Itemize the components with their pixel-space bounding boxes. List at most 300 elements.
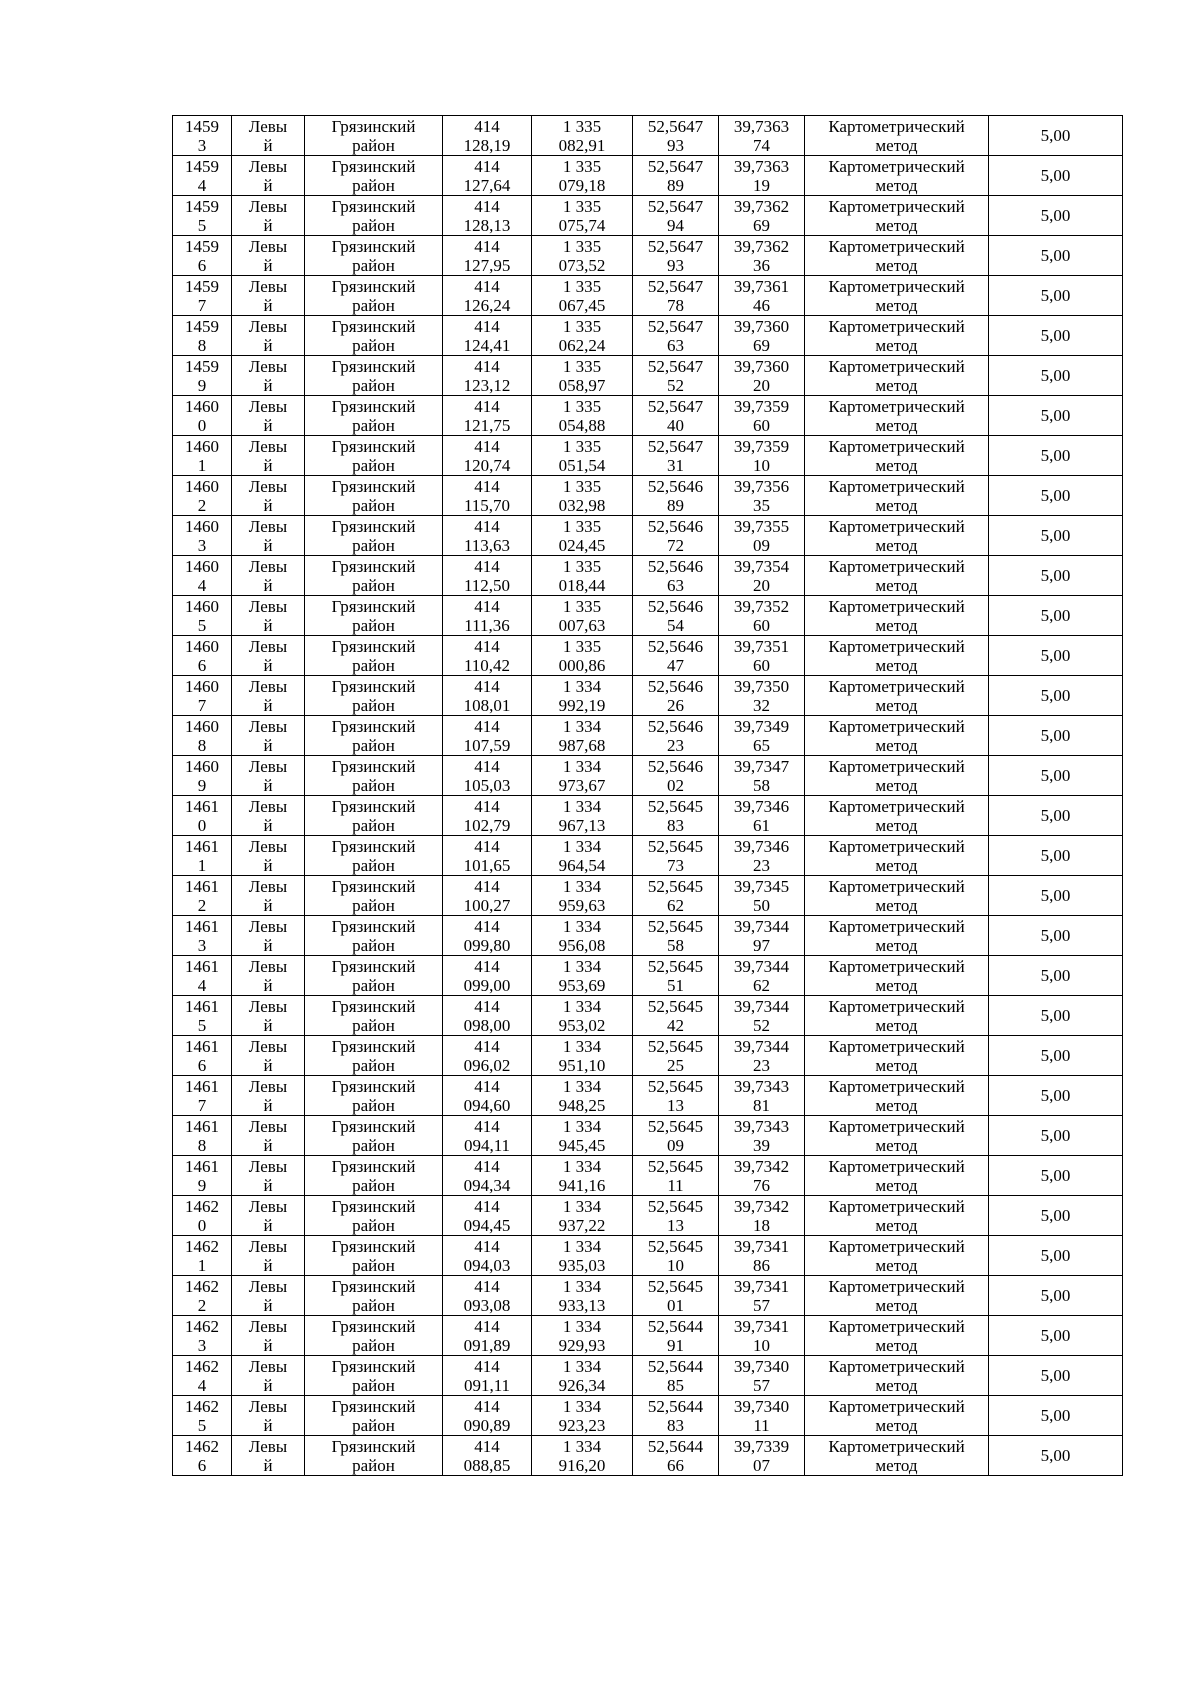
point-number-line: 5 bbox=[197, 1015, 207, 1035]
y-coordinate-cell bbox=[532, 1196, 633, 1236]
district-cell bbox=[305, 476, 443, 516]
x-coordinate-cell bbox=[443, 156, 532, 196]
longitude-cell bbox=[719, 1076, 805, 1116]
table-row bbox=[173, 556, 1123, 596]
method-cell bbox=[805, 996, 989, 1036]
side-cell bbox=[232, 436, 305, 476]
side-line: й bbox=[263, 1335, 273, 1355]
side-line: й bbox=[263, 855, 273, 875]
longitude-line: 39,7362 bbox=[733, 236, 790, 256]
latitude-line: 52,5645 bbox=[647, 996, 704, 1016]
accuracy-cell: 5,00 bbox=[989, 596, 1123, 636]
district-line: район bbox=[352, 255, 395, 275]
district-cell bbox=[305, 1116, 443, 1156]
side-cell bbox=[232, 396, 305, 436]
y-coordinate-cell bbox=[532, 716, 633, 756]
method-cell bbox=[805, 676, 989, 716]
district-cell bbox=[305, 1196, 443, 1236]
y-coordinate-line: 937,22 bbox=[558, 1215, 606, 1235]
x-coordinate-cell bbox=[443, 1396, 532, 1436]
point-number-cell bbox=[173, 636, 232, 676]
method-line: метод bbox=[875, 735, 918, 755]
point-number-cell bbox=[173, 236, 232, 276]
table-row bbox=[173, 1316, 1123, 1356]
point-number-line: 0 bbox=[197, 1215, 207, 1235]
longitude-line: 62 bbox=[753, 975, 770, 995]
x-coordinate-line: 414 bbox=[474, 1076, 500, 1096]
method-line: Картометрический bbox=[828, 1356, 965, 1376]
latitude-cell bbox=[633, 316, 719, 356]
district-line: Грязинский bbox=[331, 1076, 416, 1096]
side-line: й bbox=[263, 975, 273, 995]
point-number-line: 1460 bbox=[185, 556, 219, 576]
y-coordinate-line: 1 335 bbox=[562, 436, 602, 456]
x-coordinate-cell bbox=[443, 1036, 532, 1076]
district-line: район bbox=[352, 575, 395, 595]
point-number-cell bbox=[173, 1396, 232, 1436]
method-cell bbox=[805, 956, 989, 996]
longitude-cell bbox=[719, 516, 805, 556]
latitude-line: 52,5647 bbox=[647, 436, 704, 456]
longitude-cell bbox=[719, 436, 805, 476]
district-line: район bbox=[352, 1175, 395, 1195]
side-line: й bbox=[263, 215, 273, 235]
district-line: Грязинский bbox=[331, 916, 416, 936]
x-coordinate-line: 112,50 bbox=[463, 575, 511, 595]
y-coordinate-cell bbox=[532, 1276, 633, 1316]
latitude-line: 52,5645 bbox=[647, 956, 704, 976]
y-coordinate-cell bbox=[532, 556, 633, 596]
district-cell bbox=[305, 236, 443, 276]
table-row bbox=[173, 716, 1123, 756]
district-line: Грязинский bbox=[331, 1436, 416, 1456]
longitude-line: 39,7362 bbox=[733, 196, 790, 216]
point-number-line: 7 bbox=[197, 695, 207, 715]
point-number-cell bbox=[173, 996, 232, 1036]
x-coordinate-line: 414 bbox=[474, 116, 500, 136]
x-coordinate-line: 414 bbox=[474, 236, 500, 256]
x-coordinate-cell bbox=[443, 396, 532, 436]
method-cell bbox=[805, 836, 989, 876]
district-line: район bbox=[352, 815, 395, 835]
side-line: Левы bbox=[248, 556, 288, 576]
y-coordinate-line: 1 334 bbox=[562, 956, 602, 976]
point-number-cell bbox=[173, 396, 232, 436]
x-coordinate-cell bbox=[443, 1116, 532, 1156]
method-line: метод bbox=[875, 215, 918, 235]
district-line: Грязинский bbox=[331, 956, 416, 976]
latitude-line: 52,5646 bbox=[647, 516, 704, 536]
x-coordinate-line: 107,59 bbox=[463, 735, 511, 755]
point-number-line: 1461 bbox=[185, 1116, 219, 1136]
x-coordinate-line: 120,74 bbox=[463, 455, 511, 475]
method-line: метод bbox=[875, 575, 918, 595]
method-line: метод bbox=[875, 1375, 918, 1395]
x-coordinate-cell bbox=[443, 116, 532, 156]
y-coordinate-line: 1 334 bbox=[562, 1036, 602, 1056]
side-cell bbox=[232, 236, 305, 276]
table-row bbox=[173, 436, 1123, 476]
latitude-line: 52,5644 bbox=[647, 1316, 704, 1336]
y-coordinate-line: 1 335 bbox=[562, 156, 602, 176]
table-row bbox=[173, 1236, 1123, 1276]
y-coordinate-line: 1 335 bbox=[562, 116, 602, 136]
longitude-line: 39,7341 bbox=[733, 1236, 790, 1256]
point-number-cell bbox=[173, 1356, 232, 1396]
side-line: й bbox=[263, 735, 273, 755]
side-line: й bbox=[263, 1455, 273, 1475]
point-number-cell bbox=[173, 836, 232, 876]
x-coordinate-cell bbox=[443, 236, 532, 276]
method-line: Картометрический bbox=[828, 516, 965, 536]
y-coordinate-cell bbox=[532, 1116, 633, 1156]
method-line: метод bbox=[875, 375, 918, 395]
longitude-line: 58 bbox=[753, 775, 770, 795]
method-line: метод bbox=[875, 895, 918, 915]
y-coordinate-line: 1 335 bbox=[562, 396, 602, 416]
side-line: Левы bbox=[248, 196, 288, 216]
point-number-line: 1460 bbox=[185, 596, 219, 616]
y-coordinate-line: 1 334 bbox=[562, 1436, 602, 1456]
latitude-line: 13 bbox=[667, 1095, 684, 1115]
x-coordinate-cell bbox=[443, 1156, 532, 1196]
y-coordinate-cell bbox=[532, 1316, 633, 1356]
latitude-line: 26 bbox=[667, 695, 684, 715]
latitude-line: 83 bbox=[667, 815, 684, 835]
latitude-line: 40 bbox=[667, 415, 684, 435]
longitude-cell bbox=[719, 556, 805, 596]
y-coordinate-line: 1 334 bbox=[562, 756, 602, 776]
longitude-line: 52 bbox=[753, 1015, 770, 1035]
latitude-line: 83 bbox=[667, 1415, 684, 1435]
method-line: Картометрический bbox=[828, 156, 965, 176]
district-line: район bbox=[352, 1255, 395, 1275]
method-cell bbox=[805, 1436, 989, 1476]
district-line: Грязинский bbox=[331, 196, 416, 216]
x-coordinate-line: 414 bbox=[474, 516, 500, 536]
side-line: Левы bbox=[248, 676, 288, 696]
district-cell bbox=[305, 916, 443, 956]
point-number-line: 6 bbox=[197, 255, 207, 275]
y-coordinate-line: 018,44 bbox=[558, 575, 606, 595]
y-coordinate-line: 992,19 bbox=[558, 695, 606, 715]
point-number-cell bbox=[173, 876, 232, 916]
x-coordinate-line: 414 bbox=[474, 1236, 500, 1256]
side-cell bbox=[232, 796, 305, 836]
district-line: район bbox=[352, 295, 395, 315]
x-coordinate-cell bbox=[443, 796, 532, 836]
table-row bbox=[173, 476, 1123, 516]
table-row bbox=[173, 996, 1123, 1036]
point-number-line: 1460 bbox=[185, 716, 219, 736]
point-number-cell bbox=[173, 596, 232, 636]
district-line: район bbox=[352, 335, 395, 355]
district-line: район bbox=[352, 1135, 395, 1155]
accuracy-cell: 5,00 bbox=[989, 1316, 1123, 1356]
y-coordinate-cell bbox=[532, 1356, 633, 1396]
district-line: Грязинский bbox=[331, 636, 416, 656]
y-coordinate-cell bbox=[532, 1036, 633, 1076]
longitude-line: 39,7361 bbox=[733, 276, 790, 296]
point-number-cell bbox=[173, 1156, 232, 1196]
district-line: Грязинский bbox=[331, 1156, 416, 1176]
x-coordinate-line: 414 bbox=[474, 1396, 500, 1416]
longitude-cell bbox=[719, 276, 805, 316]
side-cell bbox=[232, 1196, 305, 1236]
side-cell bbox=[232, 1436, 305, 1476]
side-line: Левы bbox=[248, 756, 288, 776]
method-line: метод bbox=[875, 655, 918, 675]
latitude-line: 52,5646 bbox=[647, 716, 704, 736]
accuracy-cell: 5,00 bbox=[989, 556, 1123, 596]
accuracy-cell: 5,00 bbox=[989, 716, 1123, 756]
side-line: Левы bbox=[248, 236, 288, 256]
longitude-line: 39,7344 bbox=[733, 916, 790, 936]
accuracy-cell: 5,00 bbox=[989, 1396, 1123, 1436]
x-coordinate-line: 414 bbox=[474, 676, 500, 696]
district-line: Грязинский bbox=[331, 1236, 416, 1256]
side-line: й bbox=[263, 415, 273, 435]
point-number-line: 4 bbox=[197, 1375, 207, 1395]
district-cell bbox=[305, 1436, 443, 1476]
latitude-line: 52,5644 bbox=[647, 1356, 704, 1376]
latitude-line: 54 bbox=[667, 615, 684, 635]
side-cell bbox=[232, 1316, 305, 1356]
latitude-line: 52,5645 bbox=[647, 1076, 704, 1096]
x-coordinate-line: 108,01 bbox=[463, 695, 511, 715]
y-coordinate-line: 1 334 bbox=[562, 796, 602, 816]
y-coordinate-line: 964,54 bbox=[558, 855, 606, 875]
side-line: й bbox=[263, 575, 273, 595]
method-line: метод bbox=[875, 175, 918, 195]
side-line: Левы bbox=[248, 516, 288, 536]
point-number-line: 1461 bbox=[185, 916, 219, 936]
method-line: Картометрический bbox=[828, 1276, 965, 1296]
latitude-cell bbox=[633, 356, 719, 396]
table-row bbox=[173, 236, 1123, 276]
latitude-line: 63 bbox=[667, 335, 684, 355]
point-number-line: 5 bbox=[197, 1415, 207, 1435]
latitude-line: 10 bbox=[667, 1255, 684, 1275]
district-line: район bbox=[352, 855, 395, 875]
x-coordinate-line: 414 bbox=[474, 876, 500, 896]
latitude-line: 52,5647 bbox=[647, 236, 704, 256]
latitude-cell bbox=[633, 1076, 719, 1116]
side-cell bbox=[232, 116, 305, 156]
accuracy-cell: 5,00 bbox=[989, 1276, 1123, 1316]
y-coordinate-line: 024,45 bbox=[558, 535, 606, 555]
latitude-cell bbox=[633, 116, 719, 156]
longitude-line: 18 bbox=[753, 1215, 770, 1235]
method-line: Картометрический bbox=[828, 716, 965, 736]
longitude-cell bbox=[719, 996, 805, 1036]
longitude-line: 39,7363 bbox=[733, 116, 790, 136]
y-coordinate-cell bbox=[532, 596, 633, 636]
longitude-line: 39,7341 bbox=[733, 1316, 790, 1336]
method-cell bbox=[805, 476, 989, 516]
table-row bbox=[173, 1076, 1123, 1116]
side-cell bbox=[232, 1156, 305, 1196]
x-coordinate-line: 414 bbox=[474, 796, 500, 816]
longitude-line: 39,7339 bbox=[733, 1436, 790, 1456]
district-line: Грязинский bbox=[331, 436, 416, 456]
accuracy-cell: 5,00 bbox=[989, 196, 1123, 236]
method-cell bbox=[805, 596, 989, 636]
latitude-line: 52,5645 bbox=[647, 1236, 704, 1256]
point-number-line: 1459 bbox=[185, 196, 219, 216]
district-line: район bbox=[352, 1055, 395, 1075]
longitude-line: 39,7346 bbox=[733, 796, 790, 816]
method-line: Картометрический bbox=[828, 1156, 965, 1176]
side-cell bbox=[232, 196, 305, 236]
x-coordinate-cell bbox=[443, 756, 532, 796]
side-line: Левы bbox=[248, 1276, 288, 1296]
accuracy-cell: 5,00 bbox=[989, 156, 1123, 196]
y-coordinate-cell bbox=[532, 996, 633, 1036]
longitude-line: 39,7355 bbox=[733, 516, 790, 536]
x-coordinate-line: 094,34 bbox=[463, 1175, 511, 1195]
x-coordinate-line: 414 bbox=[474, 556, 500, 576]
longitude-cell bbox=[719, 596, 805, 636]
y-coordinate-line: 1 334 bbox=[562, 1196, 602, 1216]
y-coordinate-cell bbox=[532, 316, 633, 356]
table-row bbox=[173, 916, 1123, 956]
district-cell bbox=[305, 1396, 443, 1436]
accuracy-cell: 5,00 bbox=[989, 1036, 1123, 1076]
latitude-line: 52,5645 bbox=[647, 916, 704, 936]
coordinates-table-body bbox=[173, 116, 1123, 1476]
longitude-line: 76 bbox=[753, 1175, 770, 1195]
point-number-cell bbox=[173, 1196, 232, 1236]
method-cell bbox=[805, 116, 989, 156]
x-coordinate-line: 414 bbox=[474, 1436, 500, 1456]
x-coordinate-cell bbox=[443, 836, 532, 876]
longitude-cell bbox=[719, 236, 805, 276]
y-coordinate-cell bbox=[532, 196, 633, 236]
point-number-line: 1462 bbox=[185, 1196, 219, 1216]
district-line: Грязинский bbox=[331, 356, 416, 376]
longitude-line: 39,7363 bbox=[733, 156, 790, 176]
accuracy-cell: 5,00 bbox=[989, 236, 1123, 276]
y-coordinate-line: 1 335 bbox=[562, 516, 602, 536]
method-line: Картометрический bbox=[828, 876, 965, 896]
point-number-line: 2 bbox=[197, 1295, 207, 1315]
x-coordinate-line: 102,79 bbox=[463, 815, 511, 835]
accuracy-cell: 5,00 bbox=[989, 516, 1123, 556]
longitude-line: 57 bbox=[753, 1295, 770, 1315]
y-coordinate-line: 967,13 bbox=[558, 815, 606, 835]
side-line: й bbox=[263, 1375, 273, 1395]
point-number-cell bbox=[173, 556, 232, 596]
latitude-line: 93 bbox=[667, 255, 684, 275]
latitude-line: 52,5644 bbox=[647, 1436, 704, 1456]
method-cell bbox=[805, 1076, 989, 1116]
district-cell bbox=[305, 716, 443, 756]
table-row bbox=[173, 156, 1123, 196]
x-coordinate-line: 127,95 bbox=[463, 255, 511, 275]
table-row bbox=[173, 956, 1123, 996]
side-line: й bbox=[263, 375, 273, 395]
y-coordinate-line: 933,13 bbox=[558, 1295, 606, 1315]
method-line: Картометрический bbox=[828, 196, 965, 216]
district-cell bbox=[305, 156, 443, 196]
side-cell bbox=[232, 1396, 305, 1436]
district-line: район bbox=[352, 775, 395, 795]
point-number-cell bbox=[173, 116, 232, 156]
side-cell bbox=[232, 316, 305, 356]
point-number-line: 7 bbox=[197, 295, 207, 315]
table-row bbox=[173, 276, 1123, 316]
method-cell bbox=[805, 1276, 989, 1316]
method-line: Картометрический bbox=[828, 916, 965, 936]
accuracy-cell: 5,00 bbox=[989, 916, 1123, 956]
latitude-line: 52,5646 bbox=[647, 676, 704, 696]
district-cell bbox=[305, 636, 443, 676]
longitude-cell bbox=[719, 476, 805, 516]
point-number-line: 5 bbox=[197, 615, 207, 635]
side-cell bbox=[232, 516, 305, 556]
side-line: й bbox=[263, 935, 273, 955]
longitude-line: 10 bbox=[753, 1335, 770, 1355]
y-coordinate-line: 945,45 bbox=[558, 1135, 606, 1155]
method-cell bbox=[805, 316, 989, 356]
side-line: Левы bbox=[248, 876, 288, 896]
x-coordinate-line: 091,11 bbox=[463, 1375, 511, 1395]
y-coordinate-line: 067,45 bbox=[558, 295, 606, 315]
y-coordinate-line: 000,86 bbox=[558, 655, 606, 675]
latitude-cell bbox=[633, 396, 719, 436]
y-coordinate-cell bbox=[532, 1236, 633, 1276]
x-coordinate-line: 414 bbox=[474, 1356, 500, 1376]
district-line: Грязинский bbox=[331, 1196, 416, 1216]
district-cell bbox=[305, 1076, 443, 1116]
y-coordinate-line: 916,20 bbox=[558, 1455, 606, 1475]
table-row bbox=[173, 636, 1123, 676]
accuracy-cell: 5,00 bbox=[989, 1356, 1123, 1396]
latitude-line: 52,5646 bbox=[647, 596, 704, 616]
x-coordinate-line: 111,36 bbox=[464, 615, 510, 635]
longitude-cell bbox=[719, 1156, 805, 1196]
point-number-cell bbox=[173, 956, 232, 996]
method-line: метод bbox=[875, 695, 918, 715]
method-cell bbox=[805, 796, 989, 836]
table-row bbox=[173, 196, 1123, 236]
method-line: метод bbox=[875, 1295, 918, 1315]
point-number-line: 6 bbox=[197, 655, 207, 675]
side-cell bbox=[232, 1116, 305, 1156]
x-coordinate-line: 099,00 bbox=[463, 975, 511, 995]
y-coordinate-line: 1 334 bbox=[562, 916, 602, 936]
latitude-line: 52,5645 bbox=[647, 1276, 704, 1296]
side-line: Левы bbox=[248, 596, 288, 616]
x-coordinate-line: 115,70 bbox=[463, 495, 511, 515]
method-line: метод bbox=[875, 335, 918, 355]
y-coordinate-line: 032,98 bbox=[558, 495, 606, 515]
x-coordinate-line: 110,42 bbox=[463, 655, 511, 675]
y-coordinate-line: 1 334 bbox=[562, 996, 602, 1016]
longitude-line: 39,7349 bbox=[733, 716, 790, 736]
x-coordinate-cell bbox=[443, 1436, 532, 1476]
side-cell bbox=[232, 596, 305, 636]
longitude-cell bbox=[719, 1236, 805, 1276]
latitude-cell bbox=[633, 996, 719, 1036]
y-coordinate-cell bbox=[532, 356, 633, 396]
method-line: Картометрический bbox=[828, 396, 965, 416]
accuracy-cell: 5,00 bbox=[989, 756, 1123, 796]
latitude-line: 58 bbox=[667, 935, 684, 955]
longitude-line: 39,7360 bbox=[733, 316, 790, 336]
latitude-cell bbox=[633, 1196, 719, 1236]
